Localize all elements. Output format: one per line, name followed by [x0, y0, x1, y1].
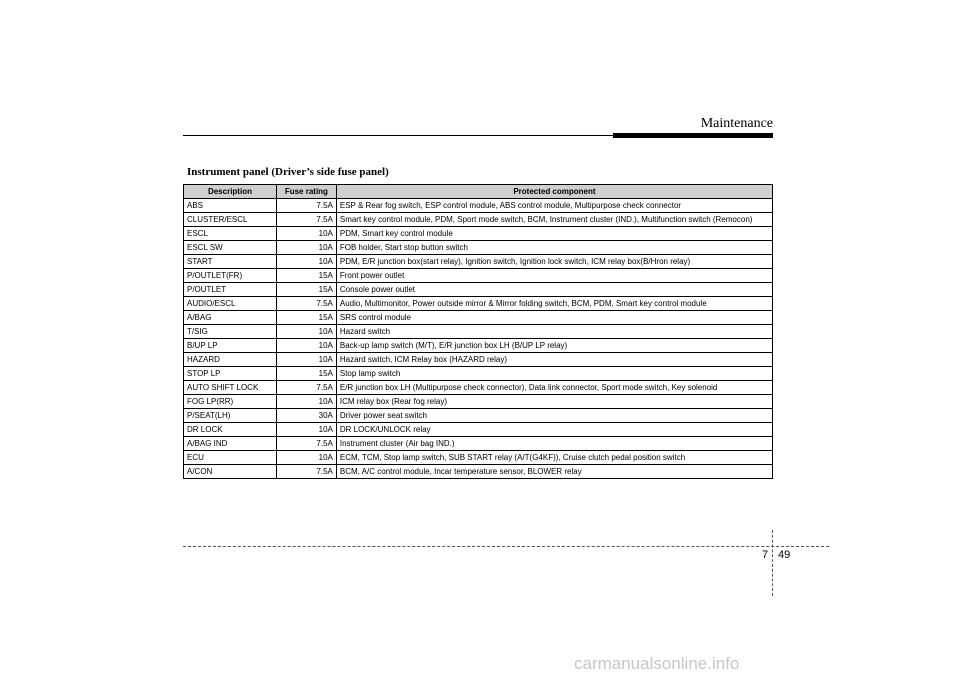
cell-description: ESCL — [184, 227, 277, 241]
table-row — [184, 283, 773, 297]
cell-protected-component: Front power outlet — [336, 269, 772, 283]
cell-fuse-rating: 10A — [276, 241, 336, 255]
page-number: 49 — [778, 549, 791, 561]
header-title: Maintenance — [700, 116, 773, 131]
column-header-fuse-rating: Fuse rating — [276, 185, 336, 199]
cell-protected-component: ECM, TCM, Stop lamp switch, SUB START relay (A/T(G4KF)), Cruise clutch pedal position switch — [336, 451, 772, 465]
cell-fuse-rating: 10A — [276, 325, 336, 339]
cell-fuse-rating: 10A — [276, 451, 336, 465]
page-section-number: 7 — [762, 549, 769, 561]
cell-protected-component: ICM relay box (Rear fog relay) — [336, 395, 772, 409]
table-row — [184, 297, 773, 311]
cell-protected-component: ESP & Rear fog switch, ESP control module, ABS control module, Multipurpose check connector — [336, 199, 772, 213]
cell-fuse-rating: 10A — [276, 255, 336, 269]
cell-description: B/UP LP — [184, 339, 277, 353]
cell-description: P/SEAT(LH) — [184, 409, 277, 423]
cell-fuse-rating: 15A — [276, 367, 336, 381]
table-row — [184, 451, 773, 465]
cell-description: P/OUTLET — [184, 283, 277, 297]
table-row — [184, 255, 773, 269]
column-header-description: Description — [184, 185, 277, 199]
table-row — [184, 381, 773, 395]
cell-protected-component: Console power outlet — [336, 283, 772, 297]
table-row — [184, 213, 773, 227]
cell-fuse-rating: 7.5A — [276, 381, 336, 395]
table-row — [184, 409, 773, 423]
cell-fuse-rating: 10A — [276, 395, 336, 409]
table-row — [184, 199, 773, 213]
table-header-row — [184, 185, 773, 199]
cell-protected-component: Hazard switch, ICM Relay box (HAZARD relay) — [336, 353, 772, 367]
fuse-table — [183, 184, 773, 479]
cell-description: P/OUTLET(FR) — [184, 269, 277, 283]
cell-protected-component: E/R junction box LH (Multipurpose check connector), Data link connector, Sport mode switch, Key solenoid — [336, 381, 772, 395]
cell-protected-component: SRS control module — [336, 311, 772, 325]
column-header-protected-component: Protected component — [336, 185, 772, 199]
cell-fuse-rating: 7.5A — [276, 297, 336, 311]
cell-description: HAZARD — [184, 353, 277, 367]
cell-protected-component: Hazard switch — [336, 325, 772, 339]
cell-description: ESCL SW — [184, 241, 277, 255]
table-row — [184, 465, 773, 479]
cell-fuse-rating: 15A — [276, 311, 336, 325]
section-title: Instrument panel (Driver’s side fuse panel) — [187, 166, 389, 178]
cell-fuse-rating: 15A — [276, 269, 336, 283]
footer-dashed-rule — [183, 546, 829, 547]
cell-description: A/BAG — [184, 311, 277, 325]
cell-protected-component: Smart key control module, PDM, Sport mode switch, BCM, Instrument cluster (IND.), Multifunction switch (Remocon) — [336, 213, 772, 227]
cell-protected-component: Back-up lamp switch (M/T), E/R junction box LH (B/UP LP relay) — [336, 339, 772, 353]
cell-fuse-rating: 10A — [276, 423, 336, 437]
cell-description: A/CON — [184, 465, 277, 479]
cell-fuse-rating: 10A — [276, 227, 336, 241]
cell-description: AUDIO/ESCL — [184, 297, 277, 311]
cell-protected-component: BCM, A/C control module, Incar temperature sensor, BLOWER relay — [336, 465, 772, 479]
table-row — [184, 395, 773, 409]
cell-description: ABS — [184, 199, 277, 213]
table-row — [184, 437, 773, 451]
cell-description: T/SIG — [184, 325, 277, 339]
cell-description: AUTO SHIFT LOCK — [184, 381, 277, 395]
cell-fuse-rating: 30A — [276, 409, 336, 423]
cell-description: CLUSTER/ESCL — [184, 213, 277, 227]
table-row — [184, 367, 773, 381]
table-row — [184, 423, 773, 437]
cell-protected-component: FOB holder, Start stop button switch — [336, 241, 772, 255]
cell-fuse-rating: 7.5A — [276, 213, 336, 227]
cell-fuse-rating: 15A — [276, 283, 336, 297]
table-row — [184, 311, 773, 325]
header-rule-accent — [613, 133, 773, 138]
cell-fuse-rating: 10A — [276, 339, 336, 353]
table-row — [184, 227, 773, 241]
cell-fuse-rating: 10A — [276, 353, 336, 367]
cell-protected-component: PDM, Smart key control module — [336, 227, 772, 241]
cell-protected-component: PDM, E/R junction box(start relay), Ignition switch, Ignition lock switch, ICM relay box(B/Hron relay) — [336, 255, 772, 269]
cell-description: FOG LP(RR) — [184, 395, 277, 409]
cell-fuse-rating: 7.5A — [276, 465, 336, 479]
cell-protected-component: Audio, Multimonitor, Power outside mirror & Mirror folding switch, BCM, PDM, Smart key control module — [336, 297, 772, 311]
cell-protected-component: Stop lamp switch — [336, 367, 772, 381]
cell-fuse-rating: 7.5A — [276, 437, 336, 451]
cell-description: ECU — [184, 451, 277, 465]
cell-description: DR LOCK — [184, 423, 277, 437]
cell-fuse-rating: 7.5A — [276, 199, 336, 213]
cell-description: STOP LP — [184, 367, 277, 381]
cell-description: A/BAG IND — [184, 437, 277, 451]
table-row — [184, 353, 773, 367]
cell-protected-component: Driver power seat switch — [336, 409, 772, 423]
table-row — [184, 339, 773, 353]
cell-description: START — [184, 255, 277, 269]
cell-protected-component: DR LOCK/UNLOCK relay — [336, 423, 772, 437]
table-row — [184, 325, 773, 339]
cell-protected-component: Instrument cluster (Air bag IND.) — [336, 437, 772, 451]
table-row — [184, 241, 773, 255]
footer-dashed-divider — [772, 530, 773, 596]
table-row — [184, 269, 773, 283]
watermark: carmanualsonline.info — [574, 654, 740, 673]
